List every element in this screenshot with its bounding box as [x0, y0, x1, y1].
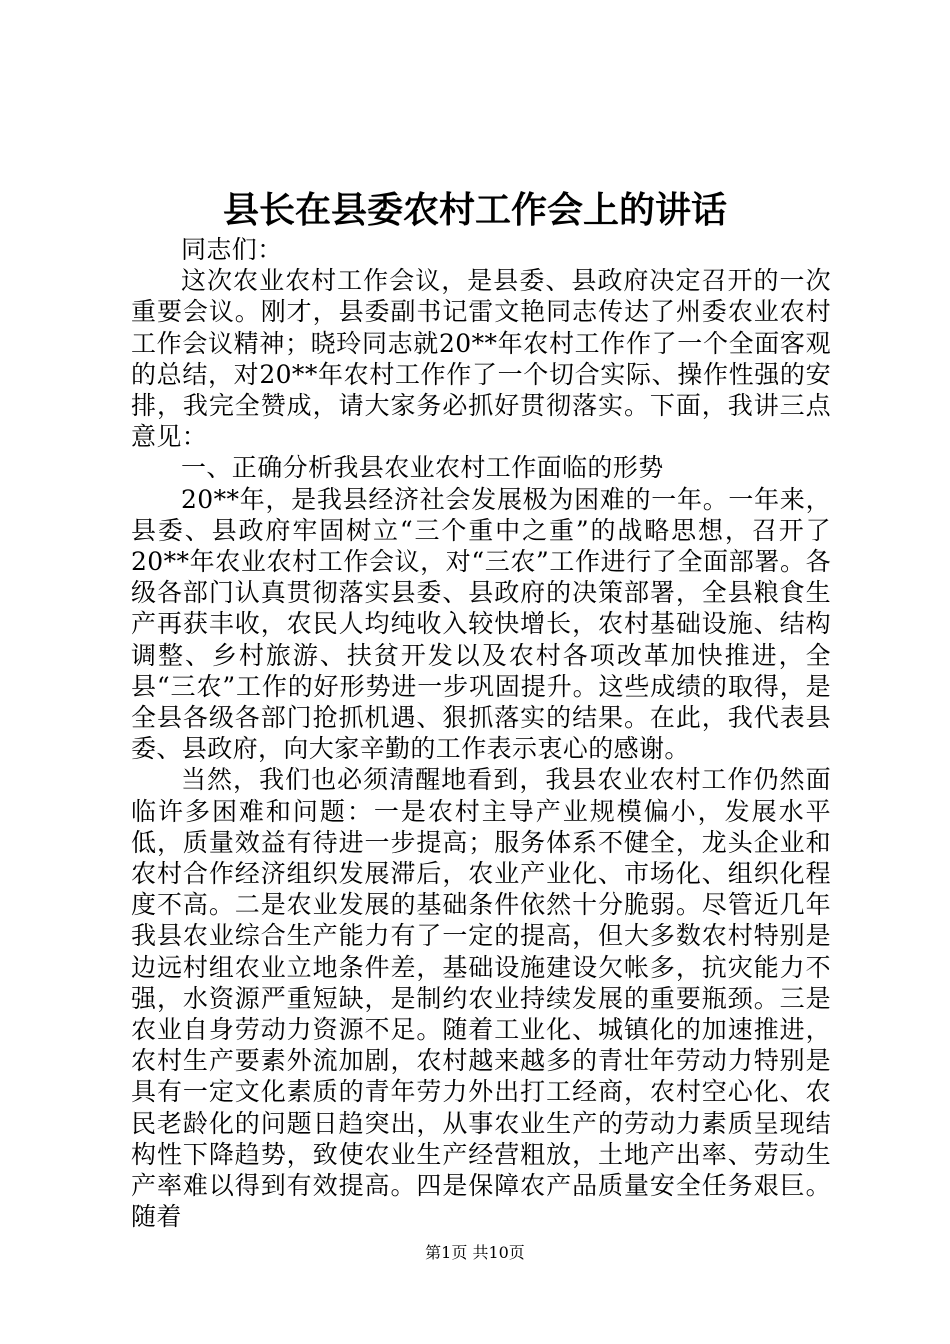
salutation-paragraph: 同志们： — [181, 235, 283, 264]
document-title: 县长在县委农村工作会上的讲话 — [222, 189, 727, 231]
intro-paragraph: 这次农业农村工作会议，是县委、县政府决定召开的一次重要会议。刚才，县委副书记雷文艳同志传达了州委农业农村工作会议精神；晓玲同志就20**年农村工作作了一个全面客观的总结，对20**年农村工作作了一个切合实际、操作性强的安排，我完全赞成，请大家务必抓好贯彻落实。下面，我讲三点意见： — [131, 266, 831, 452]
document-body — [131, 234, 831, 1233]
section-heading: 一、正确分析我县农业农村工作面临的形势 — [181, 453, 664, 483]
body-paragraph: 20**年，是我县经济社会发展极为困难的一年。一年来，县委、县政府牢固树立“三个重中之重”的战略思想，召开了20**年农业农村工作会议，对“三农”工作进行了全面部署。各级各部门认真贯彻落实县委、县政府的决策部署，全县粮食生产再获丰收，农民人均纯收入较快增长，农村基础设施、结构调整、乡村旅游、扶贫开发以及农村各项改革加快推进，全县“三农”工作的好形势进一步巩固提升。这些成绩的取得，是全县各级各部门抢抓机遇、狠抓落实的结果。在此，我代表县委、县政府，向大家辛勤的工作表示衷心的感谢。 — [131, 484, 831, 764]
body-paragraph: 当然，我们也必须清醒地看到，我县农业农村工作仍然面临许多困难和问题：一是农村主导产业规模偏小，发展水平低，质量效益有待进一步提高；服务体系不健全，龙头企业和农村合作经济组织发展滞后，农业产业化、市场化、组织化程度不高。二是农业发展的基础条件依然十分脆弱。尽管近几年我县农业综合生产能力有了一定的提高，但大多数农村特别是边远村组农业立地条件差，基础设施建设欠帐多，抗灾能力不强，水资源严重短缺，是制约农业持续发展的重要瓶颈。三是农业自身劳动力资源不足。随着工业化、城镇化的加速推进，农村生产要素外流加剧，农村越来越多的青壮年劳动力特别是具有一定文化素质的青年劳力外出打工经商，农村空心化、农民老龄化的问题日趋突出，从事农业生产的劳动力素质呈现结构性下降趋势，致使农业生产经营粗放，土地产出率、劳动生产率难以得到有效提高。四是保障农产品质量安全任务艰巨。随着 — [131, 765, 831, 1232]
page-footer: 第1页 共10页 — [425, 1243, 525, 1262]
